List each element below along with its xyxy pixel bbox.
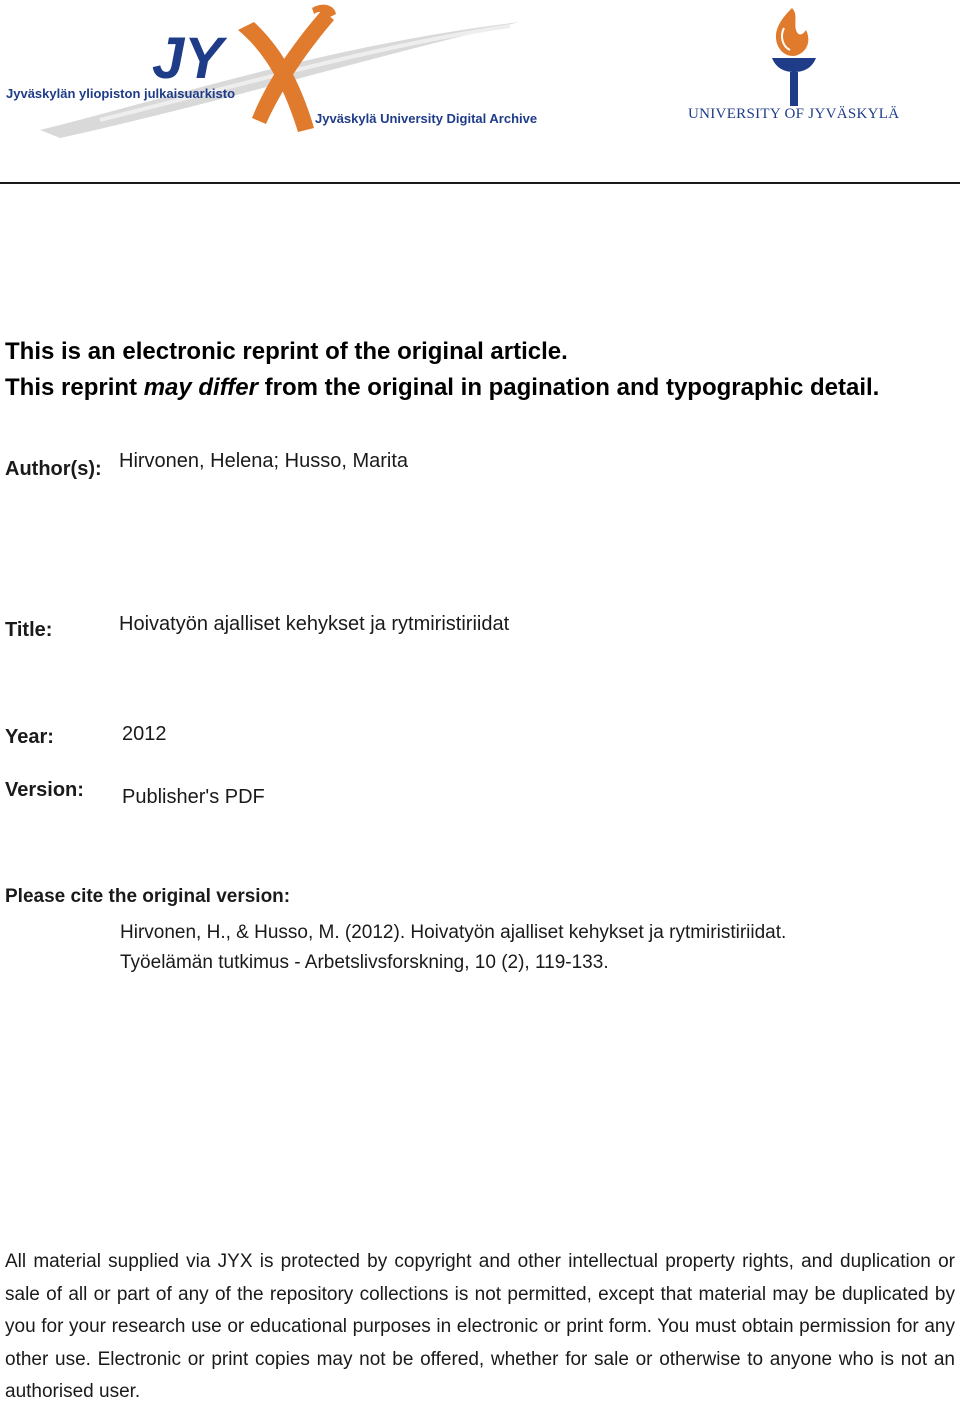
intro-line-2 xyxy=(5,370,879,406)
jyx-subtitle-fi: Jyväskylän yliopiston julkaisuarkisto xyxy=(6,86,236,101)
citation-text xyxy=(120,918,786,978)
intro-line-2-suffix: from the original in pagination and typographic detail. xyxy=(257,374,880,401)
authors-value: Hirvonen, Helena; Husso, Marita xyxy=(119,450,409,472)
intro-statement xyxy=(5,334,879,406)
citation-line-1: Hirvonen, H., & Husso, M. (2012). Hoivatyön ajalliset kehykset ja rytmiristiriidat. xyxy=(120,922,787,943)
title-label: Title: xyxy=(5,619,53,641)
citation-label: Please cite the original version: xyxy=(5,886,291,907)
version-value: Publisher's PDF xyxy=(122,786,265,808)
year-value: 2012 xyxy=(122,723,167,745)
intro-line-2-italic: may differ xyxy=(143,374,258,401)
intro-line-2-prefix: This reprint xyxy=(5,374,144,401)
jyx-subtitle-en: Jyväskylä University Digital Archive xyxy=(315,111,538,126)
torch-stem xyxy=(790,72,798,106)
authors-label: Author(s): xyxy=(5,458,102,480)
torch-cup xyxy=(772,58,816,72)
year-label: Year: xyxy=(5,726,54,748)
intro-line-1: This is an electronic reprint of the original article. xyxy=(5,338,568,365)
title-value: Hoivatyön ajalliset kehykset ja rytmiristiriidat xyxy=(119,613,510,635)
version-label: Version: xyxy=(5,779,84,801)
citation-line-2: Työelämän tutkimus - Arbetslivsforskning, 10 (2), 119-133. xyxy=(120,952,609,973)
header-divider xyxy=(0,182,960,184)
university-name: UNIVERSITY OF JYVÄSKYLÄ xyxy=(688,106,900,122)
copyright-notice: All material supplied via JYX is protected by copyright and other intellectual property rights, and duplication or sale of all or part of any of the repository collections is not permitted, except that material may be duplicated by you for your research use or educational purposes in electronic or print form. You must obtain permission for any other use. Electronic or print copies may not be offered, whether for sale or otherwise to anyone who is not an authorised user. xyxy=(5,1251,955,1402)
logo-jy-text: JY xyxy=(152,26,223,91)
torch-flame xyxy=(776,8,808,56)
